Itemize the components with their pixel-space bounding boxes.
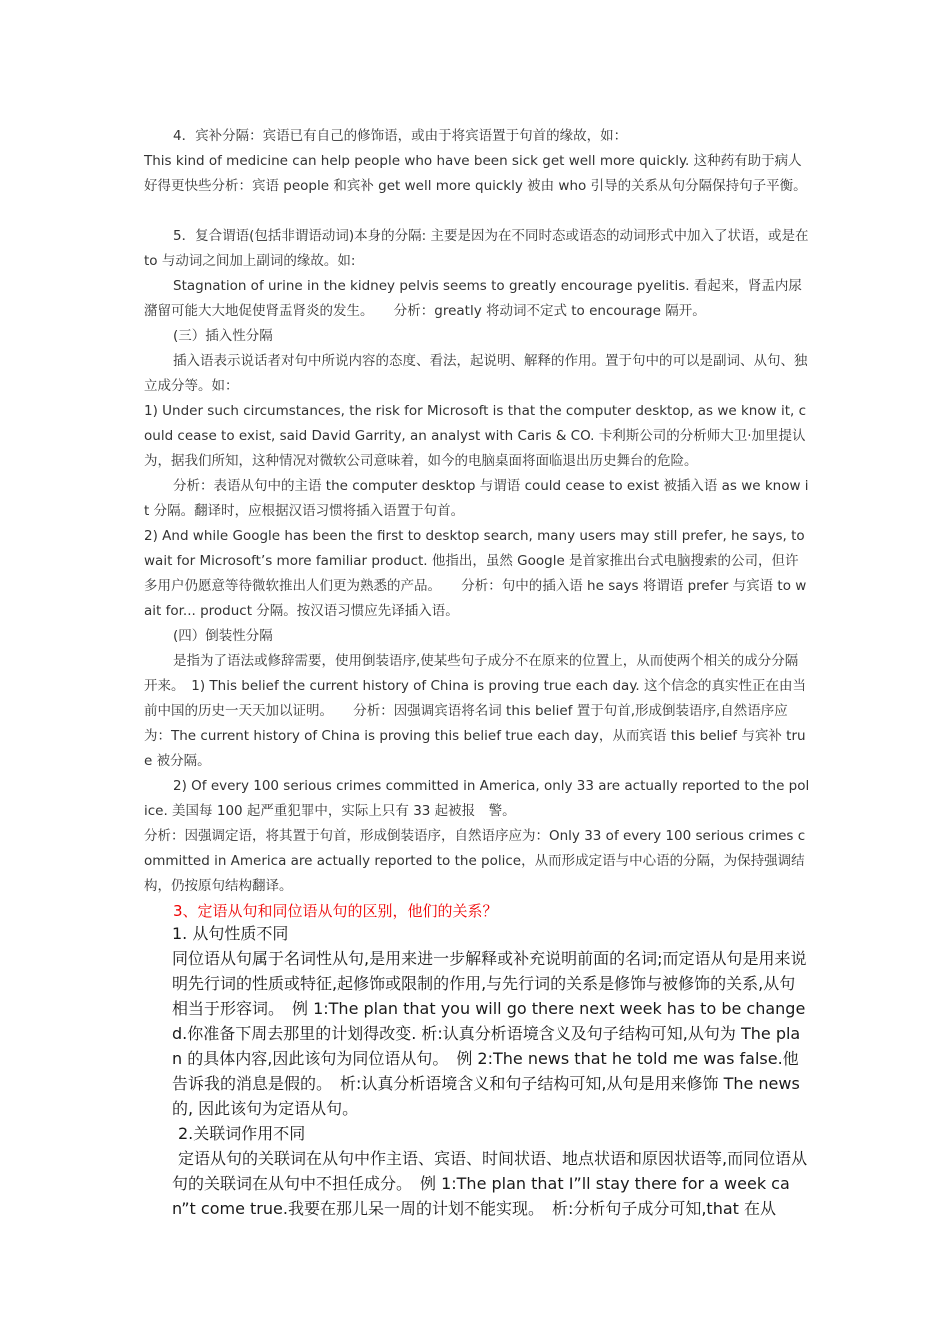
section-small-text: [144, 124, 810, 924]
paragraph: 2) Of every 100 serious crimes committed in America, only 33 are actually reported to the police. 美国每 100 起严重犯罪中，实际上只有 33 起被报 警。: [144, 778, 810, 819]
paragraph: This kind of medicine can help people who have been sick get well more quickly. 这种药有助于病人好得更快些分析：宾语 people 和宾补 get well more quickly 被由 who 引导的关系从句分隔保持句子平衡。: [144, 153, 807, 194]
paragraph: 分析：表语从句中的主语 the computer desktop 与谓语 could cease to exist 被插入语 as we know it 分隔。翻译时，应根据汉语习惯将插入语置于句首。: [144, 478, 809, 519]
paragraph: 1) Under such circumstances, the risk for Microsoft is that the computer desktop, as we know it, could cease to exist, said David Garrity, an analyst with Caris & CO. 卡利斯公司的分析师大卫·加里提认为，据我们所知，这种情况对微软公司意味着，如今的电脑桌面将面临退出历史舞台的危险。: [144, 403, 806, 469]
section-heading: 3、定语从句和同位语从句的区别，他们的关系？: [173, 902, 498, 920]
paragraph: 定语从句的关联词在从句中作主语、宾语、时间状语、地点状语和原因状语等,而同位语从句的关联词在从句中不担任成分。 例 1:The plan that I”ll stay there for a week can”t come true.我要在那儿呆一周的计划不能实现。 析:分析句子成分可知,that 在从: [172, 1149, 808, 1218]
blank-line: [144, 199, 810, 224]
subsection-heading: 1. 从句性质不同: [172, 924, 289, 943]
section-large-text: [172, 921, 808, 1221]
paragraph: 同位语从句属于名词性从句,是用来进一步解释或补充说明前面的名词;而定语从句是用来说明先行词的性质或特征,起修饰或限制的作用,与先行词的关系是修饰与被修饰的关系,从句相当于形容词。 例 1:The plan that you will go there next week has to be changed.你准备下周去那里的计划得改变. 析:认真分析语境含义及句子结构可知,从句为 The plan 的具体内容,因此该句为同位语从句。 例 2:The news that he told me was false.他告诉我的消息是假的。 析:认真分析语境含义和句子结构可知,从句是用来修饰 The news 的, 因此该句为定语从句。: [172, 949, 807, 1118]
paragraph: Stagnation of urine in the kidney pelvis seems to greatly encourage pyelitis. 看起来，肾盂内尿潴留可能大大地促使肾盂肾炎的发生。 分析：greatly 将动词不定式 to encourage 隔开。: [144, 278, 802, 319]
paragraph: 2) And while Google has been the first to desktop search, many users may still prefer, he says, to wait for Microsoft’s more familiar product. 他指出，虽然 Google 是首家推出台式电脑搜索的公司，但许多用户仍愿意等待微软推出人们更为熟悉的产品。 分析：句中的插入语 he says 将谓语 prefer 与宾语 to wait for... product 分隔。按汉语习惯应先译插入语。: [144, 528, 807, 619]
subsection-heading: 2.关联词作用不同: [178, 1124, 306, 1143]
subsection-heading: (三）插入性分隔: [173, 328, 273, 344]
paragraph: 4．宾补分隔：宾语已有自己的修饰语，或由于将宾语置于句首的缘故，如：: [173, 128, 628, 144]
paragraph: 5．复合谓语(包括非谓语动词)本身的分隔: 主要是因为在不同时态或语态的动词形式中加入了状语，或是在 to 与动词之间加上副词的缘故。如:: [144, 228, 809, 269]
subsection-heading: (四）倒装性分隔: [173, 628, 273, 644]
paragraph: 分析：因强调定语，将其置于句首，形成倒装语序，自然语序应为：Only 33 of every 100 serious crimes committed in America are actually reported to the police，从而形成定语与中心语的分隔，为保持强调结构，仍按原句结构翻译。: [144, 828, 806, 894]
paragraph: 插入语表示说话者对句中所说内容的态度、看法，起说明、解释的作用。置于句中的可以是副词、从句、独立成分等。如：: [144, 353, 808, 394]
paragraph: 是指为了语法或修辞需要，使用倒装语序,使某些句子成分不在原来的位置上，从而使两个相关的成分分隔开来。 1) This belief the current history of China is proving true each day. 这个信念的真实性正在由当前中国的历史一天天加以证明。 分析：因强调宾语将名词 this belief 置于句首,形成倒装语序,自然语序应为：The current history of China is proving this belief true each day，从而宾语 this belief 与宾补 true 被分隔。: [144, 653, 806, 769]
